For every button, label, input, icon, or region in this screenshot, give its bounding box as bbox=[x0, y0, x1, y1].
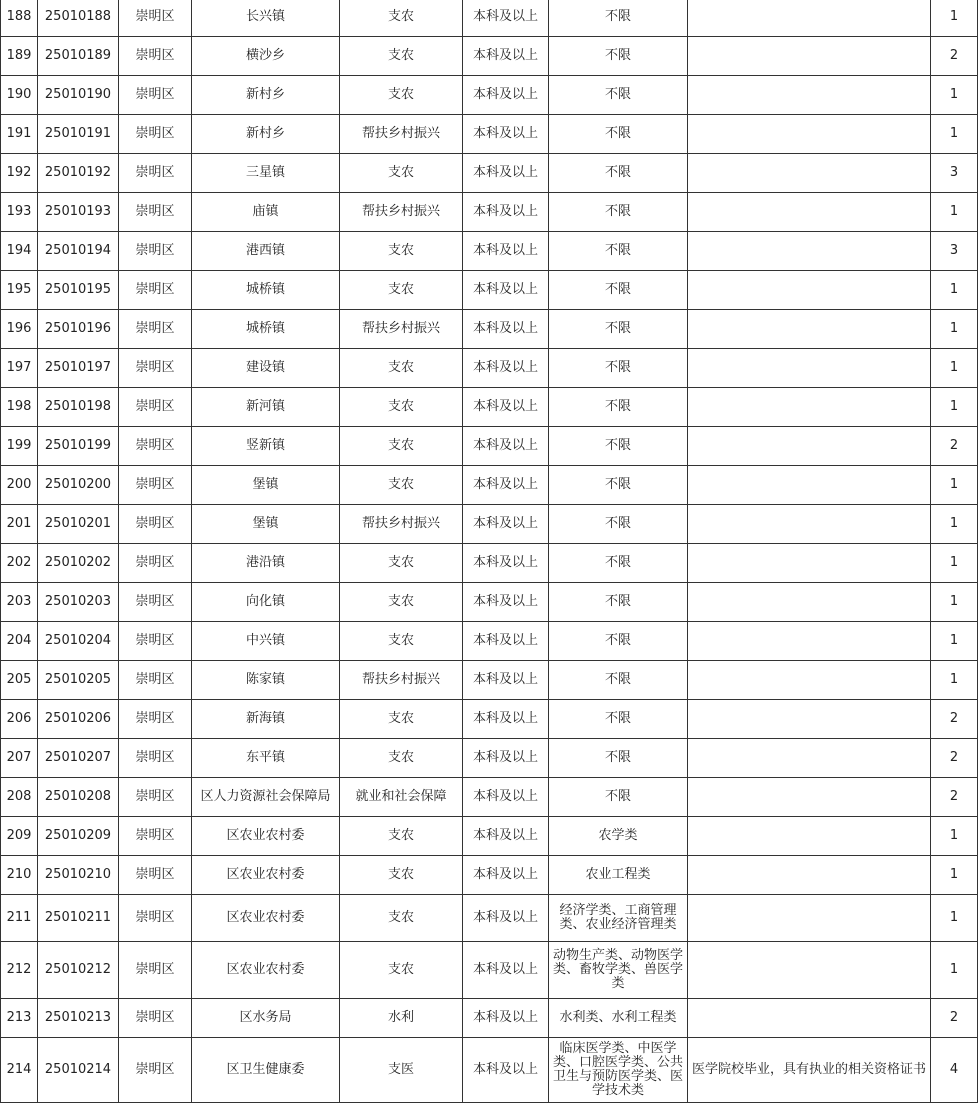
notes-cell bbox=[688, 232, 931, 271]
position-code-cell: 25010213 bbox=[38, 999, 119, 1038]
major-cell: 农学类 bbox=[549, 817, 688, 856]
headcount-cell: 1 bbox=[931, 505, 978, 544]
district-cell: 崇明区 bbox=[119, 232, 192, 271]
district-cell: 崇明区 bbox=[119, 661, 192, 700]
unit-name-cell: 区人力资源社会保障局 bbox=[192, 778, 340, 817]
unit-name-cell: 东平镇 bbox=[192, 739, 340, 778]
service-type-cell: 帮扶乡村振兴 bbox=[340, 115, 463, 154]
unit-name-cell: 区农业农村委 bbox=[192, 942, 340, 999]
unit-name-cell: 区农业农村委 bbox=[192, 817, 340, 856]
major-cell: 不限 bbox=[549, 505, 688, 544]
row-number-cell: 200 bbox=[1, 466, 38, 505]
district-cell: 崇明区 bbox=[119, 895, 192, 942]
major-cell: 不限 bbox=[549, 466, 688, 505]
education-cell: 本科及以上 bbox=[463, 37, 549, 76]
table-row bbox=[1, 856, 978, 895]
headcount-cell: 1 bbox=[931, 583, 978, 622]
row-number-cell: 190 bbox=[1, 76, 38, 115]
position-code-cell: 25010196 bbox=[38, 310, 119, 349]
service-type-cell: 支农 bbox=[340, 37, 463, 76]
table-row bbox=[1, 999, 978, 1038]
major-cell: 不限 bbox=[549, 388, 688, 427]
row-number-cell: 212 bbox=[1, 942, 38, 999]
district-cell: 崇明区 bbox=[119, 583, 192, 622]
notes-cell bbox=[688, 310, 931, 349]
position-code-cell: 25010205 bbox=[38, 661, 119, 700]
headcount-cell: 1 bbox=[931, 271, 978, 310]
service-type-cell: 支医 bbox=[340, 1038, 463, 1103]
headcount-cell: 2 bbox=[931, 700, 978, 739]
service-type-cell: 支农 bbox=[340, 388, 463, 427]
position-code-cell: 25010191 bbox=[38, 115, 119, 154]
notes-cell bbox=[688, 544, 931, 583]
major-cell: 不限 bbox=[549, 37, 688, 76]
row-number-cell: 192 bbox=[1, 154, 38, 193]
service-type-cell: 支农 bbox=[340, 271, 463, 310]
major-cell: 不限 bbox=[549, 0, 688, 37]
notes-cell bbox=[688, 388, 931, 427]
unit-name-cell: 中兴镇 bbox=[192, 622, 340, 661]
service-type-cell: 支农 bbox=[340, 232, 463, 271]
headcount-cell: 1 bbox=[931, 895, 978, 942]
headcount-cell: 2 bbox=[931, 778, 978, 817]
headcount-cell: 1 bbox=[931, 193, 978, 232]
major-cell: 不限 bbox=[549, 583, 688, 622]
notes-cell bbox=[688, 76, 931, 115]
notes-cell bbox=[688, 115, 931, 154]
row-number-cell: 198 bbox=[1, 388, 38, 427]
headcount-cell: 3 bbox=[931, 154, 978, 193]
position-code-cell: 25010212 bbox=[38, 942, 119, 999]
table-row bbox=[1, 271, 978, 310]
notes-cell bbox=[688, 739, 931, 778]
row-number-cell: 197 bbox=[1, 349, 38, 388]
row-number-cell: 207 bbox=[1, 739, 38, 778]
district-cell: 崇明区 bbox=[119, 388, 192, 427]
table-row bbox=[1, 0, 978, 37]
district-cell: 崇明区 bbox=[119, 427, 192, 466]
position-code-cell: 25010198 bbox=[38, 388, 119, 427]
notes-cell bbox=[688, 942, 931, 999]
position-code-cell: 25010195 bbox=[38, 271, 119, 310]
education-cell: 本科及以上 bbox=[463, 856, 549, 895]
headcount-cell: 1 bbox=[931, 349, 978, 388]
notes-cell bbox=[688, 349, 931, 388]
notes-cell bbox=[688, 505, 931, 544]
position-code-cell: 25010199 bbox=[38, 427, 119, 466]
unit-name-cell: 港沿镇 bbox=[192, 544, 340, 583]
district-cell: 崇明区 bbox=[119, 856, 192, 895]
district-cell: 崇明区 bbox=[119, 76, 192, 115]
major-cell: 不限 bbox=[549, 544, 688, 583]
table-row bbox=[1, 505, 978, 544]
notes-cell bbox=[688, 622, 931, 661]
district-cell: 崇明区 bbox=[119, 466, 192, 505]
service-type-cell: 支农 bbox=[340, 427, 463, 466]
service-type-cell: 支农 bbox=[340, 583, 463, 622]
position-code-cell: 25010204 bbox=[38, 622, 119, 661]
district-cell: 崇明区 bbox=[119, 505, 192, 544]
service-type-cell: 支农 bbox=[340, 817, 463, 856]
unit-name-cell: 区农业农村委 bbox=[192, 895, 340, 942]
education-cell: 本科及以上 bbox=[463, 895, 549, 942]
position-code-cell: 25010200 bbox=[38, 466, 119, 505]
education-cell: 本科及以上 bbox=[463, 232, 549, 271]
position-code-cell: 25010211 bbox=[38, 895, 119, 942]
unit-name-cell: 长兴镇 bbox=[192, 0, 340, 37]
education-cell: 本科及以上 bbox=[463, 388, 549, 427]
position-code-cell: 25010202 bbox=[38, 544, 119, 583]
headcount-cell: 1 bbox=[931, 76, 978, 115]
service-type-cell: 帮扶乡村振兴 bbox=[340, 193, 463, 232]
major-cell: 不限 bbox=[549, 115, 688, 154]
education-cell: 本科及以上 bbox=[463, 349, 549, 388]
district-cell: 崇明区 bbox=[119, 310, 192, 349]
unit-name-cell: 堡镇 bbox=[192, 466, 340, 505]
district-cell: 崇明区 bbox=[119, 622, 192, 661]
education-cell: 本科及以上 bbox=[463, 427, 549, 466]
row-number-cell: 205 bbox=[1, 661, 38, 700]
headcount-cell: 2 bbox=[931, 37, 978, 76]
major-cell: 不限 bbox=[549, 76, 688, 115]
position-code-cell: 25010207 bbox=[38, 739, 119, 778]
unit-name-cell: 新村乡 bbox=[192, 115, 340, 154]
major-cell: 不限 bbox=[549, 193, 688, 232]
headcount-cell: 2 bbox=[931, 999, 978, 1038]
position-code-cell: 25010188 bbox=[38, 0, 119, 37]
notes-cell bbox=[688, 154, 931, 193]
education-cell: 本科及以上 bbox=[463, 942, 549, 999]
table-row bbox=[1, 895, 978, 942]
district-cell: 崇明区 bbox=[119, 0, 192, 37]
service-type-cell: 帮扶乡村振兴 bbox=[340, 661, 463, 700]
notes-cell bbox=[688, 37, 931, 76]
unit-name-cell: 城桥镇 bbox=[192, 310, 340, 349]
row-number-cell: 208 bbox=[1, 778, 38, 817]
position-code-cell: 25010190 bbox=[38, 76, 119, 115]
major-cell: 不限 bbox=[549, 622, 688, 661]
row-number-cell: 201 bbox=[1, 505, 38, 544]
table-row bbox=[1, 349, 978, 388]
table-row bbox=[1, 76, 978, 115]
unit-name-cell: 竖新镇 bbox=[192, 427, 340, 466]
position-code-cell: 25010193 bbox=[38, 193, 119, 232]
table-row bbox=[1, 310, 978, 349]
major-cell: 不限 bbox=[549, 778, 688, 817]
education-cell: 本科及以上 bbox=[463, 622, 549, 661]
service-type-cell: 支农 bbox=[340, 466, 463, 505]
headcount-cell: 1 bbox=[931, 622, 978, 661]
notes-cell bbox=[688, 856, 931, 895]
service-type-cell: 支农 bbox=[340, 622, 463, 661]
major-cell: 不限 bbox=[549, 739, 688, 778]
table-row bbox=[1, 583, 978, 622]
education-cell: 本科及以上 bbox=[463, 0, 549, 37]
headcount-cell: 1 bbox=[931, 0, 978, 37]
unit-name-cell: 区农业农村委 bbox=[192, 856, 340, 895]
service-type-cell: 支农 bbox=[340, 544, 463, 583]
service-type-cell: 水利 bbox=[340, 999, 463, 1038]
education-cell: 本科及以上 bbox=[463, 310, 549, 349]
position-code-cell: 25010192 bbox=[38, 154, 119, 193]
row-number-cell: 211 bbox=[1, 895, 38, 942]
service-type-cell: 支农 bbox=[340, 942, 463, 999]
unit-name-cell: 新河镇 bbox=[192, 388, 340, 427]
table-row bbox=[1, 817, 978, 856]
education-cell: 本科及以上 bbox=[463, 739, 549, 778]
notes-cell bbox=[688, 895, 931, 942]
unit-name-cell: 区水务局 bbox=[192, 999, 340, 1038]
row-number-cell: 191 bbox=[1, 115, 38, 154]
district-cell: 崇明区 bbox=[119, 700, 192, 739]
table-row bbox=[1, 1038, 978, 1103]
position-code-cell: 25010194 bbox=[38, 232, 119, 271]
district-cell: 崇明区 bbox=[119, 739, 192, 778]
district-cell: 崇明区 bbox=[119, 37, 192, 76]
education-cell: 本科及以上 bbox=[463, 999, 549, 1038]
service-type-cell: 帮扶乡村振兴 bbox=[340, 310, 463, 349]
major-cell: 不限 bbox=[549, 349, 688, 388]
education-cell: 本科及以上 bbox=[463, 661, 549, 700]
position-code-cell: 25010189 bbox=[38, 37, 119, 76]
major-cell: 农业工程类 bbox=[549, 856, 688, 895]
headcount-cell: 3 bbox=[931, 232, 978, 271]
table-row bbox=[1, 661, 978, 700]
headcount-cell: 1 bbox=[931, 115, 978, 154]
education-cell: 本科及以上 bbox=[463, 1038, 549, 1103]
unit-name-cell: 新海镇 bbox=[192, 700, 340, 739]
unit-name-cell: 向化镇 bbox=[192, 583, 340, 622]
education-cell: 本科及以上 bbox=[463, 76, 549, 115]
position-code-cell: 25010201 bbox=[38, 505, 119, 544]
district-cell: 崇明区 bbox=[119, 544, 192, 583]
table-row bbox=[1, 739, 978, 778]
notes-cell bbox=[688, 700, 931, 739]
unit-name-cell: 城桥镇 bbox=[192, 271, 340, 310]
education-cell: 本科及以上 bbox=[463, 115, 549, 154]
district-cell: 崇明区 bbox=[119, 271, 192, 310]
district-cell: 崇明区 bbox=[119, 942, 192, 999]
table-row bbox=[1, 466, 978, 505]
service-type-cell: 支农 bbox=[340, 895, 463, 942]
district-cell: 崇明区 bbox=[119, 349, 192, 388]
headcount-cell: 1 bbox=[931, 310, 978, 349]
position-code-cell: 25010209 bbox=[38, 817, 119, 856]
major-cell: 临床医学类、中医学类、口腔医学类、公共卫生与预防医学类、医学技术类 bbox=[549, 1038, 688, 1103]
major-cell: 不限 bbox=[549, 700, 688, 739]
notes-cell bbox=[688, 0, 931, 37]
table-row bbox=[1, 37, 978, 76]
major-cell: 不限 bbox=[549, 154, 688, 193]
position-code-cell: 25010206 bbox=[38, 700, 119, 739]
headcount-cell: 1 bbox=[931, 466, 978, 505]
row-number-cell: 204 bbox=[1, 622, 38, 661]
education-cell: 本科及以上 bbox=[463, 505, 549, 544]
table-row bbox=[1, 778, 978, 817]
major-cell: 水利类、水利工程类 bbox=[549, 999, 688, 1038]
education-cell: 本科及以上 bbox=[463, 193, 549, 232]
row-number-cell: 209 bbox=[1, 817, 38, 856]
district-cell: 崇明区 bbox=[119, 999, 192, 1038]
row-number-cell: 210 bbox=[1, 856, 38, 895]
notes-cell bbox=[688, 193, 931, 232]
education-cell: 本科及以上 bbox=[463, 583, 549, 622]
table-row bbox=[1, 427, 978, 466]
district-cell: 崇明区 bbox=[119, 193, 192, 232]
service-type-cell: 支农 bbox=[340, 739, 463, 778]
headcount-cell: 4 bbox=[931, 1038, 978, 1103]
position-code-cell: 25010208 bbox=[38, 778, 119, 817]
row-number-cell: 189 bbox=[1, 37, 38, 76]
row-number-cell: 202 bbox=[1, 544, 38, 583]
table-row bbox=[1, 232, 978, 271]
row-number-cell: 213 bbox=[1, 999, 38, 1038]
service-type-cell: 支农 bbox=[340, 700, 463, 739]
notes-cell bbox=[688, 817, 931, 856]
notes-cell bbox=[688, 427, 931, 466]
unit-name-cell: 新村乡 bbox=[192, 76, 340, 115]
unit-name-cell: 区卫生健康委 bbox=[192, 1038, 340, 1103]
major-cell: 经济学类、工商管理类、农业经济管理类 bbox=[549, 895, 688, 942]
headcount-cell: 1 bbox=[931, 544, 978, 583]
service-type-cell: 支农 bbox=[340, 154, 463, 193]
row-number-cell: 206 bbox=[1, 700, 38, 739]
headcount-cell: 1 bbox=[931, 388, 978, 427]
headcount-cell: 2 bbox=[931, 427, 978, 466]
row-number-cell: 203 bbox=[1, 583, 38, 622]
unit-name-cell: 堡镇 bbox=[192, 505, 340, 544]
notes-cell: 医学院校毕业，具有执业的相关资格证书 bbox=[688, 1038, 931, 1103]
table-row bbox=[1, 388, 978, 427]
service-type-cell: 支农 bbox=[340, 349, 463, 388]
row-number-cell: 196 bbox=[1, 310, 38, 349]
notes-cell bbox=[688, 661, 931, 700]
major-cell: 不限 bbox=[549, 310, 688, 349]
table-row bbox=[1, 544, 978, 583]
service-type-cell: 支农 bbox=[340, 856, 463, 895]
major-cell: 动物生产类、动物医学类、畜牧学类、兽医学类 bbox=[549, 942, 688, 999]
position-code-cell: 25010197 bbox=[38, 349, 119, 388]
notes-cell bbox=[688, 999, 931, 1038]
major-cell: 不限 bbox=[549, 661, 688, 700]
major-cell: 不限 bbox=[549, 232, 688, 271]
unit-name-cell: 建设镇 bbox=[192, 349, 340, 388]
headcount-cell: 1 bbox=[931, 856, 978, 895]
row-number-cell: 193 bbox=[1, 193, 38, 232]
position-code-cell: 25010210 bbox=[38, 856, 119, 895]
major-cell: 不限 bbox=[549, 427, 688, 466]
education-cell: 本科及以上 bbox=[463, 817, 549, 856]
education-cell: 本科及以上 bbox=[463, 271, 549, 310]
district-cell: 崇明区 bbox=[119, 1038, 192, 1103]
row-number-cell: 195 bbox=[1, 271, 38, 310]
notes-cell bbox=[688, 466, 931, 505]
service-type-cell: 支农 bbox=[340, 0, 463, 37]
row-number-cell: 199 bbox=[1, 427, 38, 466]
district-cell: 崇明区 bbox=[119, 778, 192, 817]
district-cell: 崇明区 bbox=[119, 154, 192, 193]
headcount-cell: 1 bbox=[931, 817, 978, 856]
service-type-cell: 支农 bbox=[340, 76, 463, 115]
service-type-cell: 帮扶乡村振兴 bbox=[340, 505, 463, 544]
district-cell: 崇明区 bbox=[119, 115, 192, 154]
unit-name-cell: 庙镇 bbox=[192, 193, 340, 232]
education-cell: 本科及以上 bbox=[463, 778, 549, 817]
unit-name-cell: 三星镇 bbox=[192, 154, 340, 193]
table-row bbox=[1, 154, 978, 193]
notes-cell bbox=[688, 583, 931, 622]
row-number-cell: 194 bbox=[1, 232, 38, 271]
position-code-cell: 25010203 bbox=[38, 583, 119, 622]
headcount-cell: 2 bbox=[931, 739, 978, 778]
table-row bbox=[1, 115, 978, 154]
notes-cell bbox=[688, 778, 931, 817]
major-cell: 不限 bbox=[549, 271, 688, 310]
unit-name-cell: 陈家镇 bbox=[192, 661, 340, 700]
row-number-cell: 214 bbox=[1, 1038, 38, 1103]
service-type-cell: 就业和社会保障 bbox=[340, 778, 463, 817]
table-row bbox=[1, 942, 978, 999]
district-cell: 崇明区 bbox=[119, 817, 192, 856]
education-cell: 本科及以上 bbox=[463, 700, 549, 739]
education-cell: 本科及以上 bbox=[463, 154, 549, 193]
position-code-cell: 25010214 bbox=[38, 1038, 119, 1103]
table-row bbox=[1, 193, 978, 232]
row-number-cell: 188 bbox=[1, 0, 38, 37]
education-cell: 本科及以上 bbox=[463, 544, 549, 583]
table-row bbox=[1, 700, 978, 739]
education-cell: 本科及以上 bbox=[463, 466, 549, 505]
unit-name-cell: 横沙乡 bbox=[192, 37, 340, 76]
notes-cell bbox=[688, 271, 931, 310]
table-row bbox=[1, 622, 978, 661]
headcount-cell: 1 bbox=[931, 942, 978, 999]
unit-name-cell: 港西镇 bbox=[192, 232, 340, 271]
headcount-cell: 1 bbox=[931, 661, 978, 700]
